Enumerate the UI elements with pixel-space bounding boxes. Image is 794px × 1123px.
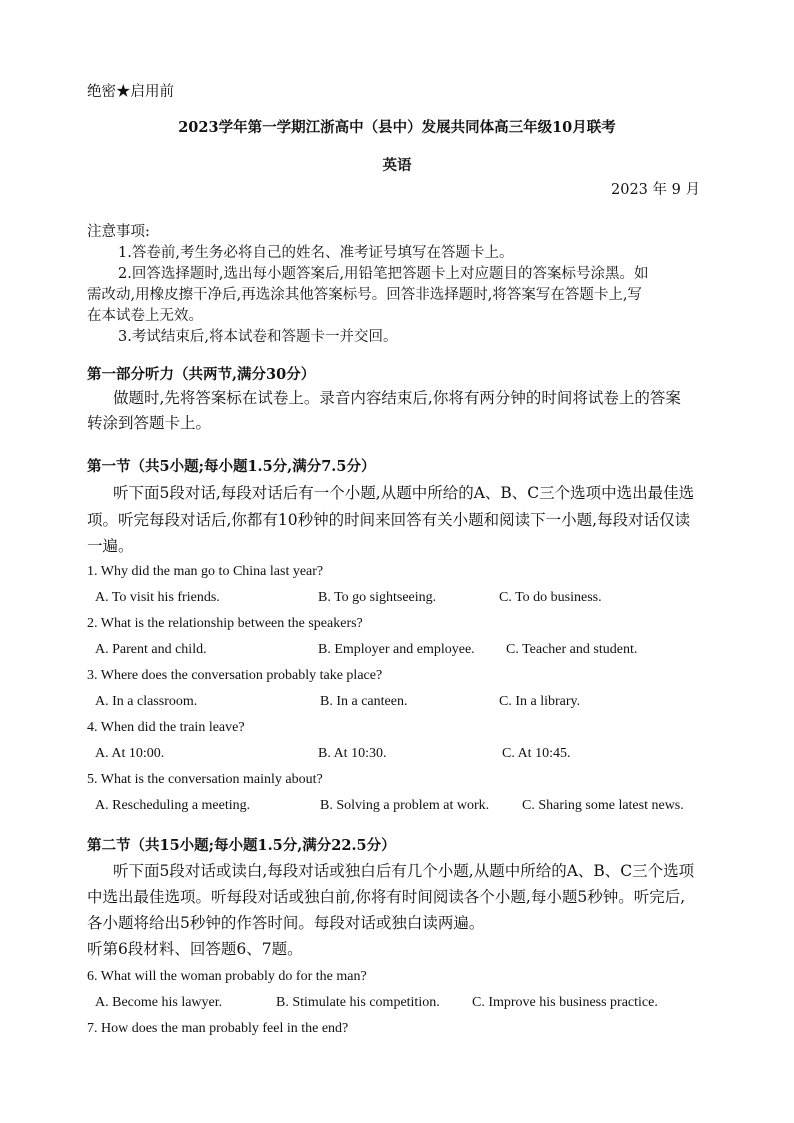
question-1: 1. Why did the man go to China last year? [87,564,324,579]
notes-heading: 注意事项: [87,224,150,240]
part1-intro-line-1: 做题时,先将答案标在试卷上。录音内容结束后,你将有两分钟的时间将试卷上的答案 [113,389,681,407]
question-6-option-a: A. Become his lawyer. [95,995,223,1010]
section2-intro-line-2: 中选出最佳选项。听每段对话或独白前,你将有时间阅读各个小题,每小题5秒钟。听完后, [87,888,686,906]
part1-intro-line-2: 转涂到答题卡上。 [87,414,212,432]
question-2-option-a: A. Parent and child. [95,642,207,657]
exam-title: 2023学年第一学期江浙高中（县中）发展共同体高三年级10月联考 [178,119,616,136]
section1-intro-line-2: 项。听完每段对话后,你都有10秒钟的时间来回答有关小题和阅读下一小题,每段对话仅读 [87,511,691,529]
question-5-option-a: A. Rescheduling a meeting. [95,798,251,813]
question-4-option-c: C. At 10:45. [502,746,571,761]
exam-date: 2023 年 9 月 [611,182,700,198]
note-2-line-2: 需改动,用橡皮擦干净后,再选涂其他答案标号。回答非选择题时,将答案写在答题卡上,写 [87,287,642,303]
confidential-label: 绝密★启用前 [87,84,174,100]
question-1-option-c: C. To do business. [499,590,602,605]
question-3-option-b: B. In a canteen. [320,694,408,709]
note-2-line-1: 2.回答选择题时,选出每小题答案后,用铅笔把答题卡上对应题目的答案标号涂黑。如 [118,266,649,282]
question-3-option-a: A. In a classroom. [95,694,198,709]
question-2-option-b: B. Employer and employee. [318,642,475,657]
material-6-instruction: 听第6段材料、回答题6、7题。 [87,940,303,958]
question-2: 2. What is the relationship between the speakers? [87,616,363,631]
question-6-option-c: C. Improve his business practice. [472,995,658,1010]
question-1-option-a: A. To visit his friends. [95,590,220,605]
question-6-option-b: B. Stimulate his competition. [276,995,440,1010]
question-3-option-c: C. In a library. [499,694,581,709]
question-5-option-c: C. Sharing some latest news. [522,798,684,813]
question-6: 6. What will the woman probably do for the man? [87,969,367,984]
note-3: 3.考试结束后,将本试卷和答题卡一并交回。 [118,329,398,345]
question-7: 7. How does the man probably feel in the end? [87,1021,349,1036]
question-4: 4. When did the train leave? [87,720,245,735]
subject-title: 英语 [382,157,412,174]
section2-intro-line-1: 听下面5段对话或读白,每段对话或独白后有几个小题,从题中所给的A、B、C三个选项 [113,862,695,880]
question-4-option-b: B. At 10:30. [318,746,387,761]
question-5: 5. What is the conversation mainly about? [87,772,323,787]
section1-intro-line-3: 一遍。 [87,537,134,555]
question-1-option-b: B. To go sightseeing. [318,590,437,605]
part1-heading: 第一部分听力（共两节,满分30分） [87,366,316,383]
question-2-option-c: C. Teacher and student. [506,642,638,657]
note-1: 1.答卷前,考生务必将自己的姓名、准考证号填写在答题卡上。 [118,245,514,261]
question-3: 3. Where does the conversation probably take place? [87,668,383,683]
section1-heading: 第一节（共5小题;每小题1.5分,满分7.5分） [87,458,376,475]
question-4-option-a: A. At 10:00. [95,746,165,761]
section2-heading: 第二节（共15小题;每小题1.5分,满分22.5分） [87,837,396,854]
question-5-option-b: B. Solving a problem at work. [320,798,490,813]
section1-intro-line-1: 听下面5段对话,每段对话后有一个小题,从题中所给的A、B、C三个选项中选出最佳选 [113,484,695,502]
note-2-line-3: 在本试卷上无效。 [87,308,203,324]
section2-intro-line-3: 各小题将给出5秒钟的作答时间。每段对话或独白读两遍。 [87,914,485,932]
